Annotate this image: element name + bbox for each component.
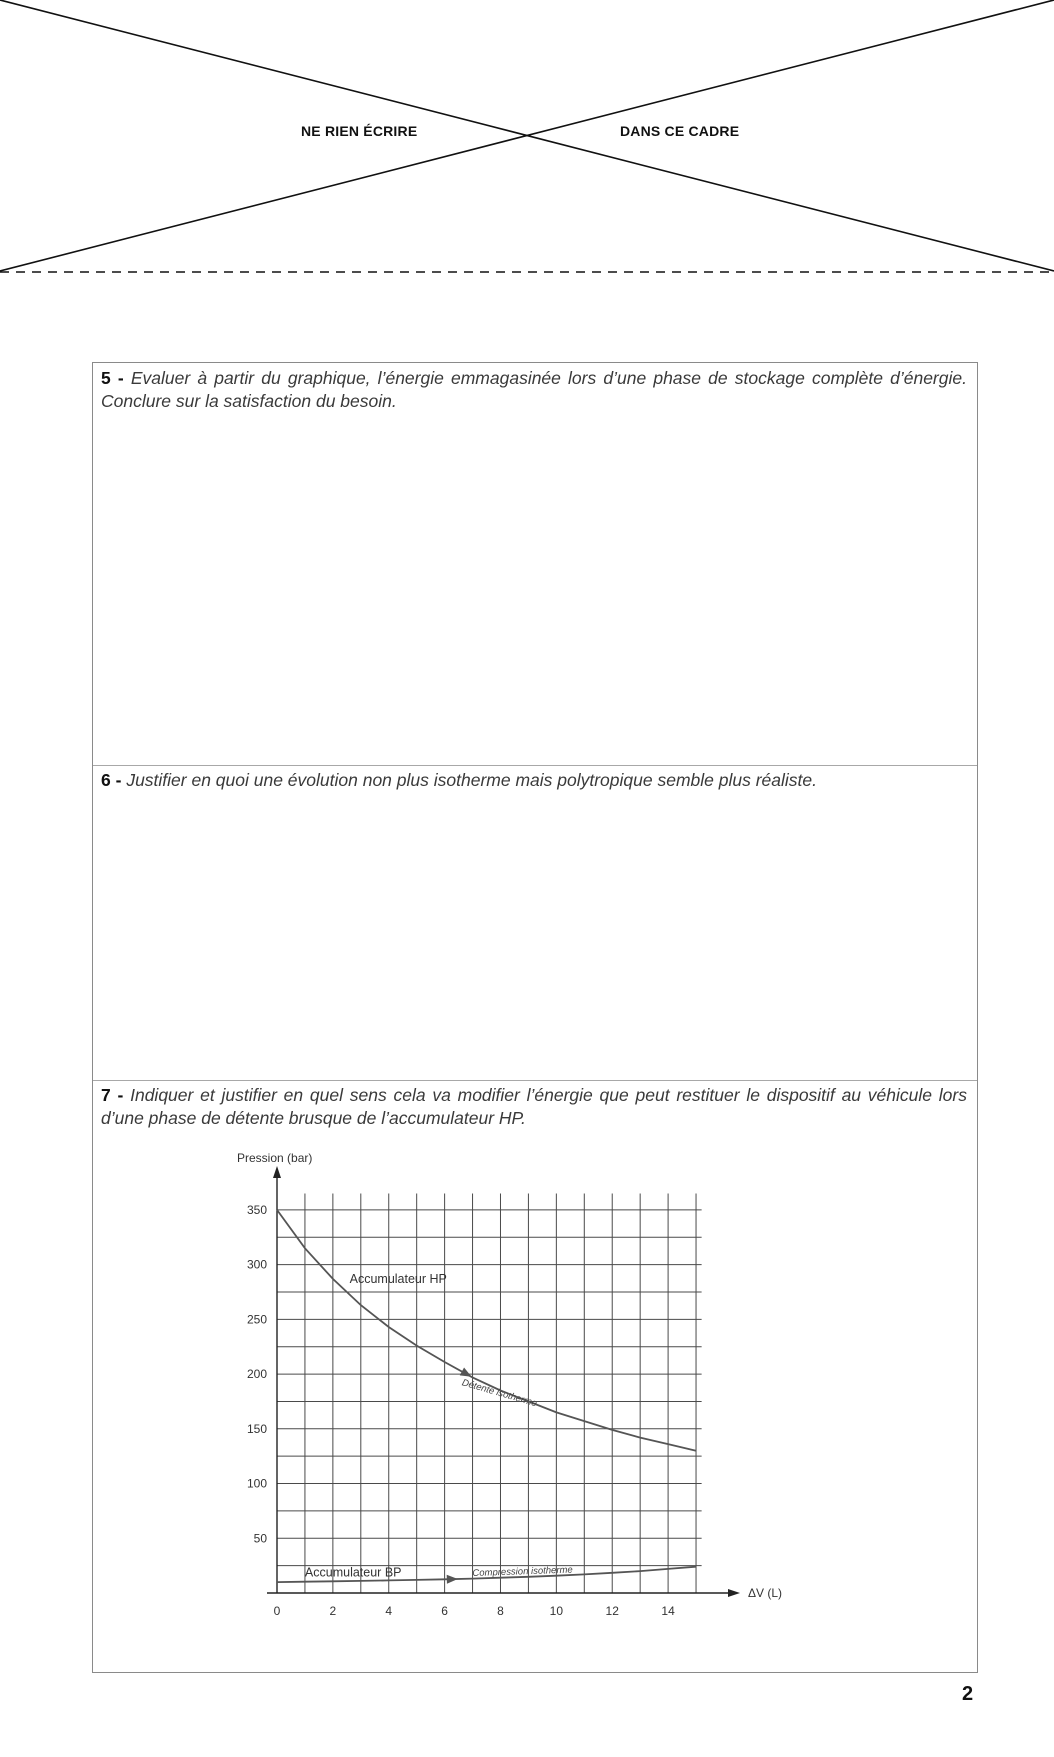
question-number: 7 - [101,1085,124,1105]
series-label-hp: Accumulateur HP [349,1272,447,1287]
question-text: Indiquer et justifier en quel sens cela va modifier l’énergie que peut restituer le dispositif au véhicule lors d’une phase de détente brusque de l’accumulateur HP. [101,1085,967,1128]
x-axis-label: ΔV (L) [748,1586,783,1600]
pressure-volume-chart [225,1143,825,1653]
page-number: 2 [962,1683,974,1705]
question-text: Evaluer à partir du graphique, l’énergie emmagasinée lors d’une phase de stockage complète d’énergie. Conclure sur la satisfaction du besoin. [101,368,967,411]
no-write-label-left: NE RIEN ÉCRIRE [301,123,418,139]
y-tick-label: 150 [246,1421,267,1436]
bp-direction-arrow [447,1574,458,1583]
x-tick-label: 10 [549,1604,564,1618]
annotation-hp: Détente isotherme [460,1377,539,1410]
x-tick-label: 14 [661,1604,675,1618]
y-tick-label: 250 [246,1312,267,1327]
y-tick-label: 50 [253,1531,267,1546]
no-write-label-right: DANS CE CADRE [620,123,740,139]
question-number: 5 - [101,368,124,388]
question-text: Justifier en quoi une évolution non plus isotherme mais polytropique semble plus réaliste. [126,770,817,790]
y-tick-label: 300 [246,1257,267,1272]
y-axis-arrow [273,1166,281,1178]
question-5 [101,367,967,413]
section-divider [93,765,977,766]
x-tick-label: 12 [605,1604,619,1618]
section-divider [93,1080,977,1081]
x-tick-label: 8 [497,1604,504,1618]
x-tick-label: 2 [329,1604,337,1618]
question-7 [101,1084,967,1130]
y-axis-label: Pression (bar) [237,1151,313,1165]
y-tick-label: 100 [246,1476,267,1491]
question-6 [101,769,967,792]
series-label-bp: Accumulateur BP [304,1565,402,1580]
x-tick-label: 4 [385,1604,393,1618]
y-tick-label: 200 [246,1367,267,1382]
x-tick-label: 6 [441,1604,448,1618]
hp-curve [277,1210,696,1451]
no-write-zone [0,0,1054,280]
question-number: 6 - [101,770,122,790]
y-tick-label: 350 [246,1202,267,1217]
x-tick-label: 0 [273,1604,281,1618]
x-axis-arrow [728,1589,740,1597]
annotation-bp: Compression isotherme [472,1564,573,1580]
